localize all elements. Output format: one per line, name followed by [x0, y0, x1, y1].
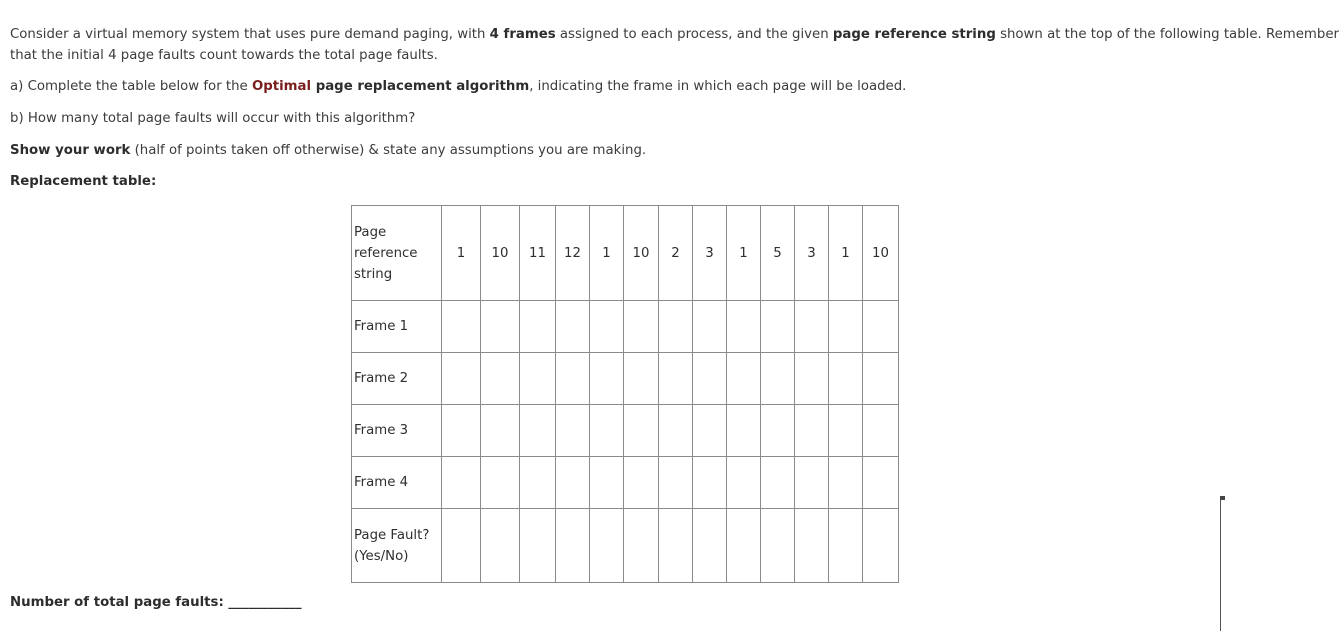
- intro-prs: page reference string: [832, 27, 996, 42]
- intro-text-1: Consider a virtual memory system that uses pure demand paging, with: [10, 27, 490, 42]
- part-b-question: b) How many total page faults will occur with this algorithm?: [10, 111, 416, 126]
- frame-entry-cell[interactable]: [829, 301, 863, 353]
- part-a-instruction: [10, 79, 906, 94]
- reference-page-cell: 10: [624, 206, 659, 301]
- part-a-prefix: a) Complete the table below for the: [10, 79, 252, 94]
- frame-entry-cell[interactable]: [761, 405, 795, 457]
- frame-row: [352, 353, 899, 405]
- frame-entry-cell[interactable]: [761, 457, 795, 509]
- frame-label-line: Frame 2: [354, 371, 409, 386]
- page-fault-label-line: Page Fault?: [354, 527, 430, 543]
- replacement-table-label: Replacement table:: [10, 174, 157, 189]
- reference-page-cell: 10: [481, 206, 520, 301]
- frame-entry-cell[interactable]: [829, 457, 863, 509]
- frame-label: [352, 301, 442, 353]
- frame-entry-cell[interactable]: [829, 405, 863, 457]
- frame-entry-cell[interactable]: [863, 405, 899, 457]
- reference-string-row: [352, 206, 899, 301]
- frame-entry-cell[interactable]: [481, 301, 520, 353]
- frame-entry-cell[interactable]: [624, 405, 659, 457]
- reference-page-cell: 1: [727, 206, 761, 301]
- frame-entry-cell[interactable]: [863, 301, 899, 353]
- question-intro: [10, 24, 1339, 66]
- frame-entry-cell[interactable]: [520, 301, 556, 353]
- reference-page-cell: 10: [863, 206, 899, 301]
- part-a-optimal: Optimal: [251, 79, 312, 94]
- frame-entry-cell[interactable]: [520, 457, 556, 509]
- frame-entry-cell[interactable]: [590, 405, 624, 457]
- frame-entry-cell[interactable]: [556, 301, 590, 353]
- show-work-rest: (half of points taken off otherwise) & state any assumptions you are making.: [130, 143, 647, 158]
- show-work-bold: Show your work: [10, 143, 131, 158]
- frame-entry-cell[interactable]: [624, 457, 659, 509]
- page-fault-entry-cell[interactable]: [693, 509, 727, 583]
- frame-entry-cell[interactable]: [481, 353, 520, 405]
- frame-entry-cell[interactable]: [693, 353, 727, 405]
- frame-entry-cell[interactable]: [693, 457, 727, 509]
- frame-entry-cell[interactable]: [863, 353, 899, 405]
- reference-page-cell: 3: [693, 206, 727, 301]
- frame-entry-cell[interactable]: [693, 301, 727, 353]
- part-a-algo: page replacement algorithm: [311, 79, 530, 94]
- frame-entry-cell[interactable]: [556, 405, 590, 457]
- frame-entry-cell[interactable]: [520, 405, 556, 457]
- page-fault-entry-cell[interactable]: [727, 509, 761, 583]
- frame-entry-cell[interactable]: [481, 405, 520, 457]
- frame-entry-cell[interactable]: [761, 301, 795, 353]
- intro-frames: 4 frames: [489, 27, 556, 42]
- page-fault-entry-cell[interactable]: [829, 509, 863, 583]
- frame-label: [352, 353, 442, 405]
- frame-entry-cell[interactable]: [727, 353, 761, 405]
- frame-entry-cell[interactable]: [727, 301, 761, 353]
- frame-entry-cell[interactable]: [659, 301, 693, 353]
- page-fault-entry-cell[interactable]: [624, 509, 659, 583]
- page-fault-entry-cell[interactable]: [590, 509, 624, 583]
- frame-entry-cell[interactable]: [659, 457, 693, 509]
- frame-label-line: Frame 1: [354, 319, 409, 334]
- reference-page-cell: 3: [795, 206, 829, 301]
- frame-row: [352, 301, 899, 353]
- page-fault-entry-cell[interactable]: [442, 509, 481, 583]
- frame-entry-cell[interactable]: [442, 301, 481, 353]
- page-fault-label-line: (Yes/No): [354, 548, 409, 564]
- frame-entry-cell[interactable]: [590, 301, 624, 353]
- reference-string-header-line: reference: [354, 245, 418, 261]
- frame-entry-cell[interactable]: [795, 457, 829, 509]
- frame-entry-cell[interactable]: [556, 353, 590, 405]
- reference-page-cell: 11: [520, 206, 556, 301]
- frame-entry-cell[interactable]: [442, 457, 481, 509]
- frame-entry-cell[interactable]: [795, 353, 829, 405]
- scroll-edge: [1220, 496, 1225, 631]
- page-fault-entry-cell[interactable]: [556, 509, 590, 583]
- frame-row: [352, 457, 899, 509]
- page-fault-entry-cell[interactable]: [795, 509, 829, 583]
- page-fault-entry-cell[interactable]: [863, 509, 899, 583]
- replacement-table: [351, 205, 899, 583]
- reference-page-cell: 2: [659, 206, 693, 301]
- frame-label: [352, 405, 442, 457]
- show-work-note: [10, 143, 646, 158]
- frame-label-line: Frame 4: [354, 475, 409, 490]
- page-fault-entry-cell[interactable]: [520, 509, 556, 583]
- part-a-suffix: , indicating the frame in which each page will be loaded.: [529, 79, 907, 94]
- reference-page-cell: 1: [829, 206, 863, 301]
- reference-string-header: [352, 206, 442, 301]
- intro-line-2: that the initial 4 page faults count towards the total page faults.: [10, 48, 438, 63]
- frame-entry-cell[interactable]: [624, 301, 659, 353]
- frame-entry-cell[interactable]: [520, 353, 556, 405]
- reference-string-header-line: string: [354, 266, 393, 282]
- frame-label: [352, 457, 442, 509]
- frame-entry-cell[interactable]: [590, 353, 624, 405]
- intro-text-2: assigned to each process, and the given: [555, 27, 833, 42]
- reference-page-cell: 1: [442, 206, 481, 301]
- frame-entry-cell[interactable]: [829, 353, 863, 405]
- frame-entry-cell[interactable]: [659, 353, 693, 405]
- frame-entry-cell[interactable]: [659, 405, 693, 457]
- page-fault-entry-cell[interactable]: [659, 509, 693, 583]
- reference-page-cell: 12: [556, 206, 590, 301]
- reference-string-header-line: Page: [354, 224, 387, 240]
- page-fault-row: [352, 509, 899, 583]
- frame-entry-cell[interactable]: [481, 457, 520, 509]
- page-fault-label: [352, 509, 442, 583]
- reference-page-cell: 5: [761, 206, 795, 301]
- frame-entry-cell[interactable]: [442, 353, 481, 405]
- page-fault-entry-cell[interactable]: [761, 509, 795, 583]
- frame-entry-cell[interactable]: [863, 457, 899, 509]
- frame-entry-cell[interactable]: [727, 405, 761, 457]
- intro-text-3: shown at the top of the following table. Remember: [995, 27, 1339, 42]
- frame-entry-cell[interactable]: [795, 405, 829, 457]
- frame-entry-cell[interactable]: [590, 457, 624, 509]
- total-faults-label: Number of total page faults: ___________: [10, 595, 302, 610]
- frame-entry-cell[interactable]: [761, 353, 795, 405]
- frame-row: [352, 405, 899, 457]
- frame-entry-cell[interactable]: [795, 301, 829, 353]
- frame-entry-cell[interactable]: [727, 457, 761, 509]
- frame-entry-cell[interactable]: [624, 353, 659, 405]
- frame-entry-cell[interactable]: [693, 405, 727, 457]
- page-fault-entry-cell[interactable]: [481, 509, 520, 583]
- frame-entry-cell[interactable]: [442, 405, 481, 457]
- frame-label-line: Frame 3: [354, 423, 409, 438]
- frame-entry-cell[interactable]: [556, 457, 590, 509]
- reference-page-cell: 1: [590, 206, 624, 301]
